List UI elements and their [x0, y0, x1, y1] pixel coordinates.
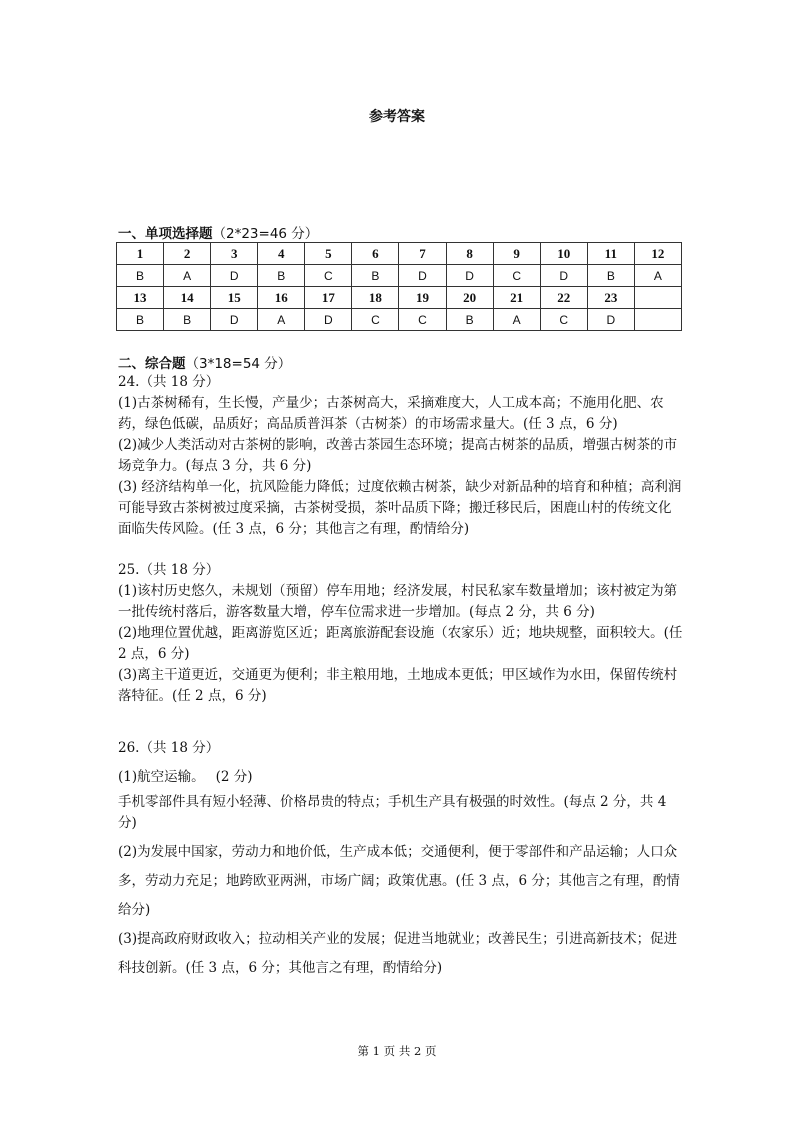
question-25-answer-2: (2)地理位置优越，距离游览区近；距离旅游配套设施（农家乐）近；地块规整，面积较大。(任 2 点，6 分) [118, 625, 683, 662]
table-cell: A [634, 265, 681, 287]
question-26-header: 26.（共 18 分） [118, 740, 220, 756]
table-cell: 11 [587, 243, 634, 265]
table-cell: 16 [258, 287, 305, 309]
table-cell: C [399, 309, 446, 331]
table-cell: 22 [540, 287, 587, 309]
table-cell [634, 287, 681, 309]
table-cell: 18 [352, 287, 399, 309]
table-cell: 14 [164, 287, 211, 309]
question-26-answer-2: (2)为发展中国家，劳动力和地价低，生产成本低；交通便利，便于零部件和产品运输；人口众多，劳动力充足；地跨欧亚两洲，市场广阔；政策优惠。(任 3 点，6 分；其他言之有理，酌情给分) [118, 844, 680, 918]
question-24-answer-1: (1)古茶树稀有，生长慢，产量少；古茶树高大，采摘难度大，人工成本高；不施用化肥、农药，绿色低碳，品质好；高品质普洱茶（古树茶）的市场需求量大。(任 3 点，6 分) [118, 395, 664, 432]
table-cell: 20 [446, 287, 493, 309]
table-cell: D [540, 265, 587, 287]
question-24 [118, 372, 684, 540]
section1-title: 一、单项选择题 [118, 226, 213, 242]
answer-table [116, 242, 682, 331]
table-row-numbers-1 [117, 243, 682, 265]
table-cell: 6 [352, 243, 399, 265]
table-cell: D [305, 309, 352, 331]
table-cell: 23 [587, 287, 634, 309]
question-25-header: 25.（共 18 分） [118, 562, 220, 578]
table-cell: 7 [399, 243, 446, 265]
table-cell: C [540, 309, 587, 331]
table-cell: A [493, 309, 540, 331]
table-cell: C [305, 265, 352, 287]
question-26-answer-1: (1)航空运输。 (2 分) [118, 769, 253, 785]
table-cell: B [352, 265, 399, 287]
table-cell: B [117, 309, 164, 331]
table-cell: B [258, 265, 305, 287]
table-cell: 3 [211, 243, 258, 265]
table-cell: 19 [399, 287, 446, 309]
table-cell: 12 [634, 243, 681, 265]
table-cell: D [446, 265, 493, 287]
question-24-header: 24.（共 18 分） [118, 374, 220, 390]
table-cell: 15 [211, 287, 258, 309]
question-25 [118, 560, 684, 707]
section2-heading [118, 352, 291, 372]
question-24-answer-3: (3) 经济结构单一化，抗风险能力降低；过度依赖古树茶，缺少对新品种的培育和种植；高利润可能导致古茶树被过度采摘，古茶树受损，茶叶品质下降；搬迁移民后，困鹿山村的传统文化面临失传风险。(任 3 点，6 分；其他言之有理，酌情给分) [118, 479, 682, 537]
page-title: 参考答案 [369, 109, 425, 125]
table-row-answers-1 [117, 265, 682, 287]
table-row-numbers-2 [117, 287, 682, 309]
table-cell: 10 [540, 243, 587, 265]
table-cell: D [211, 309, 258, 331]
table-cell: B [117, 265, 164, 287]
table-cell: C [352, 309, 399, 331]
question-25-answer-1: (1)该村历史悠久，未规划（预留）停车用地；经济发展，村民私家车数量增加；该村被定为第一批传统村落后，游客数量大增，停车位需求进一步增加。(每点 2 分，共 6 分) [118, 583, 678, 620]
table-cell: D [399, 265, 446, 287]
table-cell: A [164, 265, 211, 287]
question-26 [118, 734, 684, 983]
section1-score-note: （2*23=46 分） [212, 226, 319, 242]
table-cell: B [164, 309, 211, 331]
page-footer: 第 1 页 共 2 页 [357, 1044, 437, 1058]
table-cell: A [258, 309, 305, 331]
table-cell: 9 [493, 243, 540, 265]
section2-score-note: （3*18=54 分） [185, 356, 292, 372]
table-cell: D [211, 265, 258, 287]
question-26-answer-3: (3)提高政府财政收入；拉动相关产业的发展；促进当地就业；改善民生；引进高新技术；促进科技创新。(任 3 点，6 分；其他言之有理，酌情给分) [118, 931, 678, 976]
table-cell: D [587, 309, 634, 331]
table-cell: 5 [305, 243, 352, 265]
table-cell: B [587, 265, 634, 287]
question-24-answer-2: (2)减少人类活动对古茶树的影响，改善古茶园生态环境；提高古树茶的品质，增强古树茶的市场竞争力。(每点 3 分，共 6 分) [118, 437, 678, 474]
table-cell: B [446, 309, 493, 331]
table-cell: C [493, 265, 540, 287]
table-cell: 4 [258, 243, 305, 265]
table-cell: 21 [493, 287, 540, 309]
question-25-answer-3: (3)离主干道更近，交通更为便利；非主粮用地，土地成本更低；甲区域作为水田，保留传统村落特征。(任 2 点，6 分) [118, 667, 678, 704]
table-row-answers-2 [117, 309, 682, 331]
question-26-answer-1-explanation: 手机零部件具有短小轻薄、价格昂贵的特点；手机生产具有极强的时效性。(每点 2 分，共 4 分) [118, 794, 667, 831]
table-cell: 1 [117, 243, 164, 265]
table-cell: 8 [446, 243, 493, 265]
section2-title: 二、综合题 [118, 356, 186, 372]
table-cell: 17 [305, 287, 352, 309]
section1-heading [118, 222, 318, 242]
table-cell [634, 309, 681, 331]
table-cell: 2 [164, 243, 211, 265]
table-cell: 13 [117, 287, 164, 309]
